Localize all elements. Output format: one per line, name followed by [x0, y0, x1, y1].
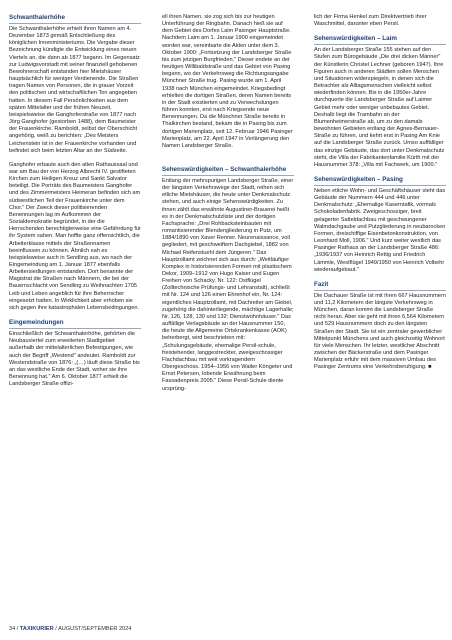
column-1: [9, 14, 141, 388]
paragraph: Entlang der mehrspurigen Landsberger Straße, einer der längsten Verkehrswege der Stadt, reihen sich etliche Mietshäuser, die heute unter Denkmalschutz stehen, und auch einige Sehenswürdigkeiten. Zu ihnen zählt das erwähnte Augustiner-Brauerei heißt es in der Denkmalschutzliste und der dortigen Fachsprache: „Drei Rohbacksteinbauten mit romantisierender Blendengliederung in Putz, um 1884/1890 von Xaver Renner. Neurenaissance, voll gegliedert, mit geschweiftem Dachgiebel, 1882 von Michael Reifenstuehl dem Jüngeren." Das Hauptzollamt zeichnet sich aus durch: „Weitläufiger Komplex in historisierenden Formen mit plastischem Dekor, 1909–1912 von Hugo Kaiser und Eugen Freiherr von Schacky. Nr. 122: Ostflügel (Zolltechnische Prüfungs- und Lehranstalt), schließt mit Nr. 124 und 126 einen Ehrenhof ein, Nr. 124: eigentliches Hauptzollamt, mit Dachreiter am Giebel, zugehörig die dahinterliegende, mächtige Lagerhalle; Nr. 126, 128, 130 und 132: Dienstwohnhäuser." Das auffällige Verlagsbäude an der Hausnummer 150, die heute die Allgemeine Ortskrankenkasse (AOK) beherbergt, wird beschrieben mit: „Schulungsgebäude, ehemalige Persil-schule, freistehender, langgestreckter, zweigeschossiger Flachdachbau mit weit vorkragendem Obergeschoss. 1954–1956 von Walter Köngeter und Ernst Petersen, lobende Erwähnung beim Fassadenpreis 2005." Diese Persil-Schule diente ursprüng-: [162, 177, 294, 392]
paragraph: Neben etliche Wohn- und Geschäftshäuser steht das Gebäude der Nummern 444 und 446 unter Denkmalschutz: „Ehemalige Kaserntafik, vormals Schokoladenfabrik. Zweigeschossiger, breit gelagerter Satteldachbau mit geschwungener Walmdachgaube und Putzgliederung in neubarocken Formen, dreischiffige Eisenbetonkonstruktion, von Leonhard Moll, 1906." Und kurz weiter westlich das Pasinger Rathaus an der Landsberger Straße 486: „1936/1937 von Heinrich Rettig und Friedrich Lämmle, Westflügel 1949/1950 von Heinrich Volbehr wiederaufgebaut.": [314, 187, 446, 273]
section-heading-sehenswuerdigkeiten-schwanthalerhoehe: Sehenswürdigkeiten – Schwanthalerhöhe: [162, 166, 294, 176]
paragraph: Die Dachauer Straße ist mit ihren 667 Hausnummern und 11,2 Kilometern der längste Verkehrsweg in München, daran kommt die Landsberger Straße nicht heran. Aber sie geht mit ihren 6,564 Kilometern und 529 Hausnummern doch zu den längsten Straßen der Stadt. Sie ist ein zentraler gewerblicher Mittelpunkt Münchens und auch gleichzeitig Wohnort für viele Menschen. Ihr letzter, westlicher Abschnitt zwischen der Bäckerstraße und dem Pasinger Marienplatz erfuhr mit dem massiven Umbau des Pasinger Zentrums eine Verkehrsberuhigung. ■: [314, 292, 446, 371]
section-heading-sehenswuerdigkeiten-laim: Sehenswürdigkeiten – Laim: [314, 35, 446, 45]
section-heading-sehenswuerdigkeiten-pasing: Sehenswürdigkeiten – Pasing: [314, 176, 446, 186]
paragraph: Ganghofer erbaute auch den alten Rathaussaal und war am Bau der von Herzog Albrecht IV. gestifteten Kirchen zum Heiligen Kreuz und Sankt Salvator beteiligt. Die Porträts des Baumeisters Ganghofer und des Zimmermeisters Heimeran befinden sich am südwestlichen Teil der Frauenkirche unter dem Chor." Der Zweck dieser politisierenden Benennungen lag im Aufkommen der Sozialdemokratie begründet, in der die Herrschenden berechtigterweise eine Gefährdung für ihr System sahen. Man hoffte ganz offensichtlich, die Arbeiterklasse mittels der Straßennamen beeinflussen zu können. Ähnlich sah es beispielsweise auch in Sendling aus, wo nach der Eingemeindung am 1. Januar 1877 ebenfalls Arbeitersiedlungen entstanden. Dort benannte der Magistrat die Straßen nach Männern, die bei der Bauernschlacht von Sendling zu Weihnachten 1705 Leib und Leben angeblich für ihre Beherrscher eingesetzt hatten. In Wirklichkeit aber erhoben sie sich gegen ihre katastrophalen Lebensbedingungen.: [9, 161, 141, 311]
section-heading-fazit: Fazit: [314, 281, 446, 291]
column-3: [314, 14, 446, 372]
paragraph: ell ihren Namen, sie zog sich bis zur heutigen Unterführung der Ringbahn. Danach hieß sie auf dem Gebiet des Dorfes Laim Pasinger Hauptstraße. Nachdem Laim am 1. Januar 1900 eingemeindet worden war, vereinbarte die Akten unter dem 3. Oktober 1900: „Fortsetzung der Landsberger Straße bis zum jetzigen Burgfrieden." Dieser endete an der heutigen Willibaldstraße und das Gebiet von Pasing begann, wo der Verkehrsweg die Richtungsangabe Münchner Straße trug. Pasing wurde am 1. April 1938 nach München eingemeindet. Kriegsbedingt erhielten die dortigen Straßen, deren Namen bereits in der Stadt existierten und zu Verwechslungen führen konnten, erst nach Kriegsende neue Benennungen. Da die Münchner Straße bereits in Thalkirchen bestand, bekam die in Pasing bis zum dortigen Marienplatz, seit 12. Februar 1946 Pasinger Marienplatz, am 22. April 1947 in Verlängerung den Namen Landsberger Straße.: [162, 14, 293, 149]
page-number: 34: [9, 626, 16, 632]
issue-date: AUGUST/SEPTEMBER 2024: [58, 626, 132, 632]
column-2: [162, 14, 294, 393]
paragraph: Einschließlich der Schwanthalerhöhe, gehörten die Neubauviertel zum erweiterten Stadtgebiet außerhalb der mittelalterlichen Befestigungen, wie auch der Begriff „Westend" andeutet. Ramboldt zur Westendstraße von 1876: „(…) läuft diese Straße bis an das westliche Ende der Stadt, woher sie ihre Benennung hat." Am 6. Oktober 1877 erhielt die Landsberger Straße offizi-: [9, 331, 140, 388]
magazine-name: TAXIKURIER: [19, 626, 54, 632]
section-heading-schwanthalerhoehe: Schwanthalerhöhe: [9, 14, 141, 24]
page-footer: 34 / TAXIKURIER / AUGUST/SEPTEMBER 2024: [9, 626, 132, 632]
paragraph: Die Schwanthalerhöhe erhielt ihren Namen am 4. Dezember 1873 gemäß Entschließung des königlichen Innenministeriums. Die Vergabe dieser Bezeichnung kündigte die Entwicklung eines neuen Viertels an, die dann ab 1877 begann. Im Gegensatz zur Ludwigsvorstadt mit seiner finanziell gehobenen Bewohnerschaft entstanden hier Mietshäuser hauptsächlich für weniger Verdienende. Die Straßen tragen Namen von Personen, die in grauer Vorzeit den politischen und wirtschaftlichen Ton angegeben hatten. In diesem Fall Persönlichkeiten aus dem späten Mittelalter und der frühen Neuzeit, beispielsweise die Ganghoferstraße von 1877 nach Jörg Ganghofer (gestorben 1488), dem Baumeister der Frauenkirche. Ramboldt, selbst der Oberschicht angehörig, weiß zu berichten: „Des Meisters Leichenstein ist in der Frauenkirche vorhanden und befindet sich beim letzten Altar an der Südseite.: [9, 26, 140, 154]
paragraph: An der Landsberger Straße 155 stehen auf den Stufen zum Bürogebäude „Die drei dicken Männer" der Künstlerin Christel Lechner (geboren 1947). Ihre Figuren auch in anderen Städten sollen Menschen und Situationen widerspiegeln, in denen sich die Betrachter als Alltagsmenschen vielleicht selbst wiederfinden können. Bis in die 1950er-Jahre durchquerte die Landsberger Straße auf Laimer Gebiet mehr oder weniger unbebautes Gebiet. Deshalb liegt die Trambahn an der Blumenheimerstraße ab, um zu den damals bewohnten Gebieten entlang der Agnes-Bernauer-Straße zu führen, und kehrt erst in Pasing Am Knie auf die Landsberger Straße zurück. Umso auffälliger das einzige Gebäude, das dort unter Denkmalschutz steht, die Villa der Fabrikantenfamilie Kürth mit der Hausnummer 378: „Villa mit Fachwerk, um 1900.": [314, 47, 445, 168]
paragraph: lich der Firma Henkel zum Direktvertrieb ihrer Waschmittel, darunter eben Persil.: [314, 14, 427, 28]
section-heading-eingemeindungen: Eingemeindungen: [9, 319, 141, 329]
